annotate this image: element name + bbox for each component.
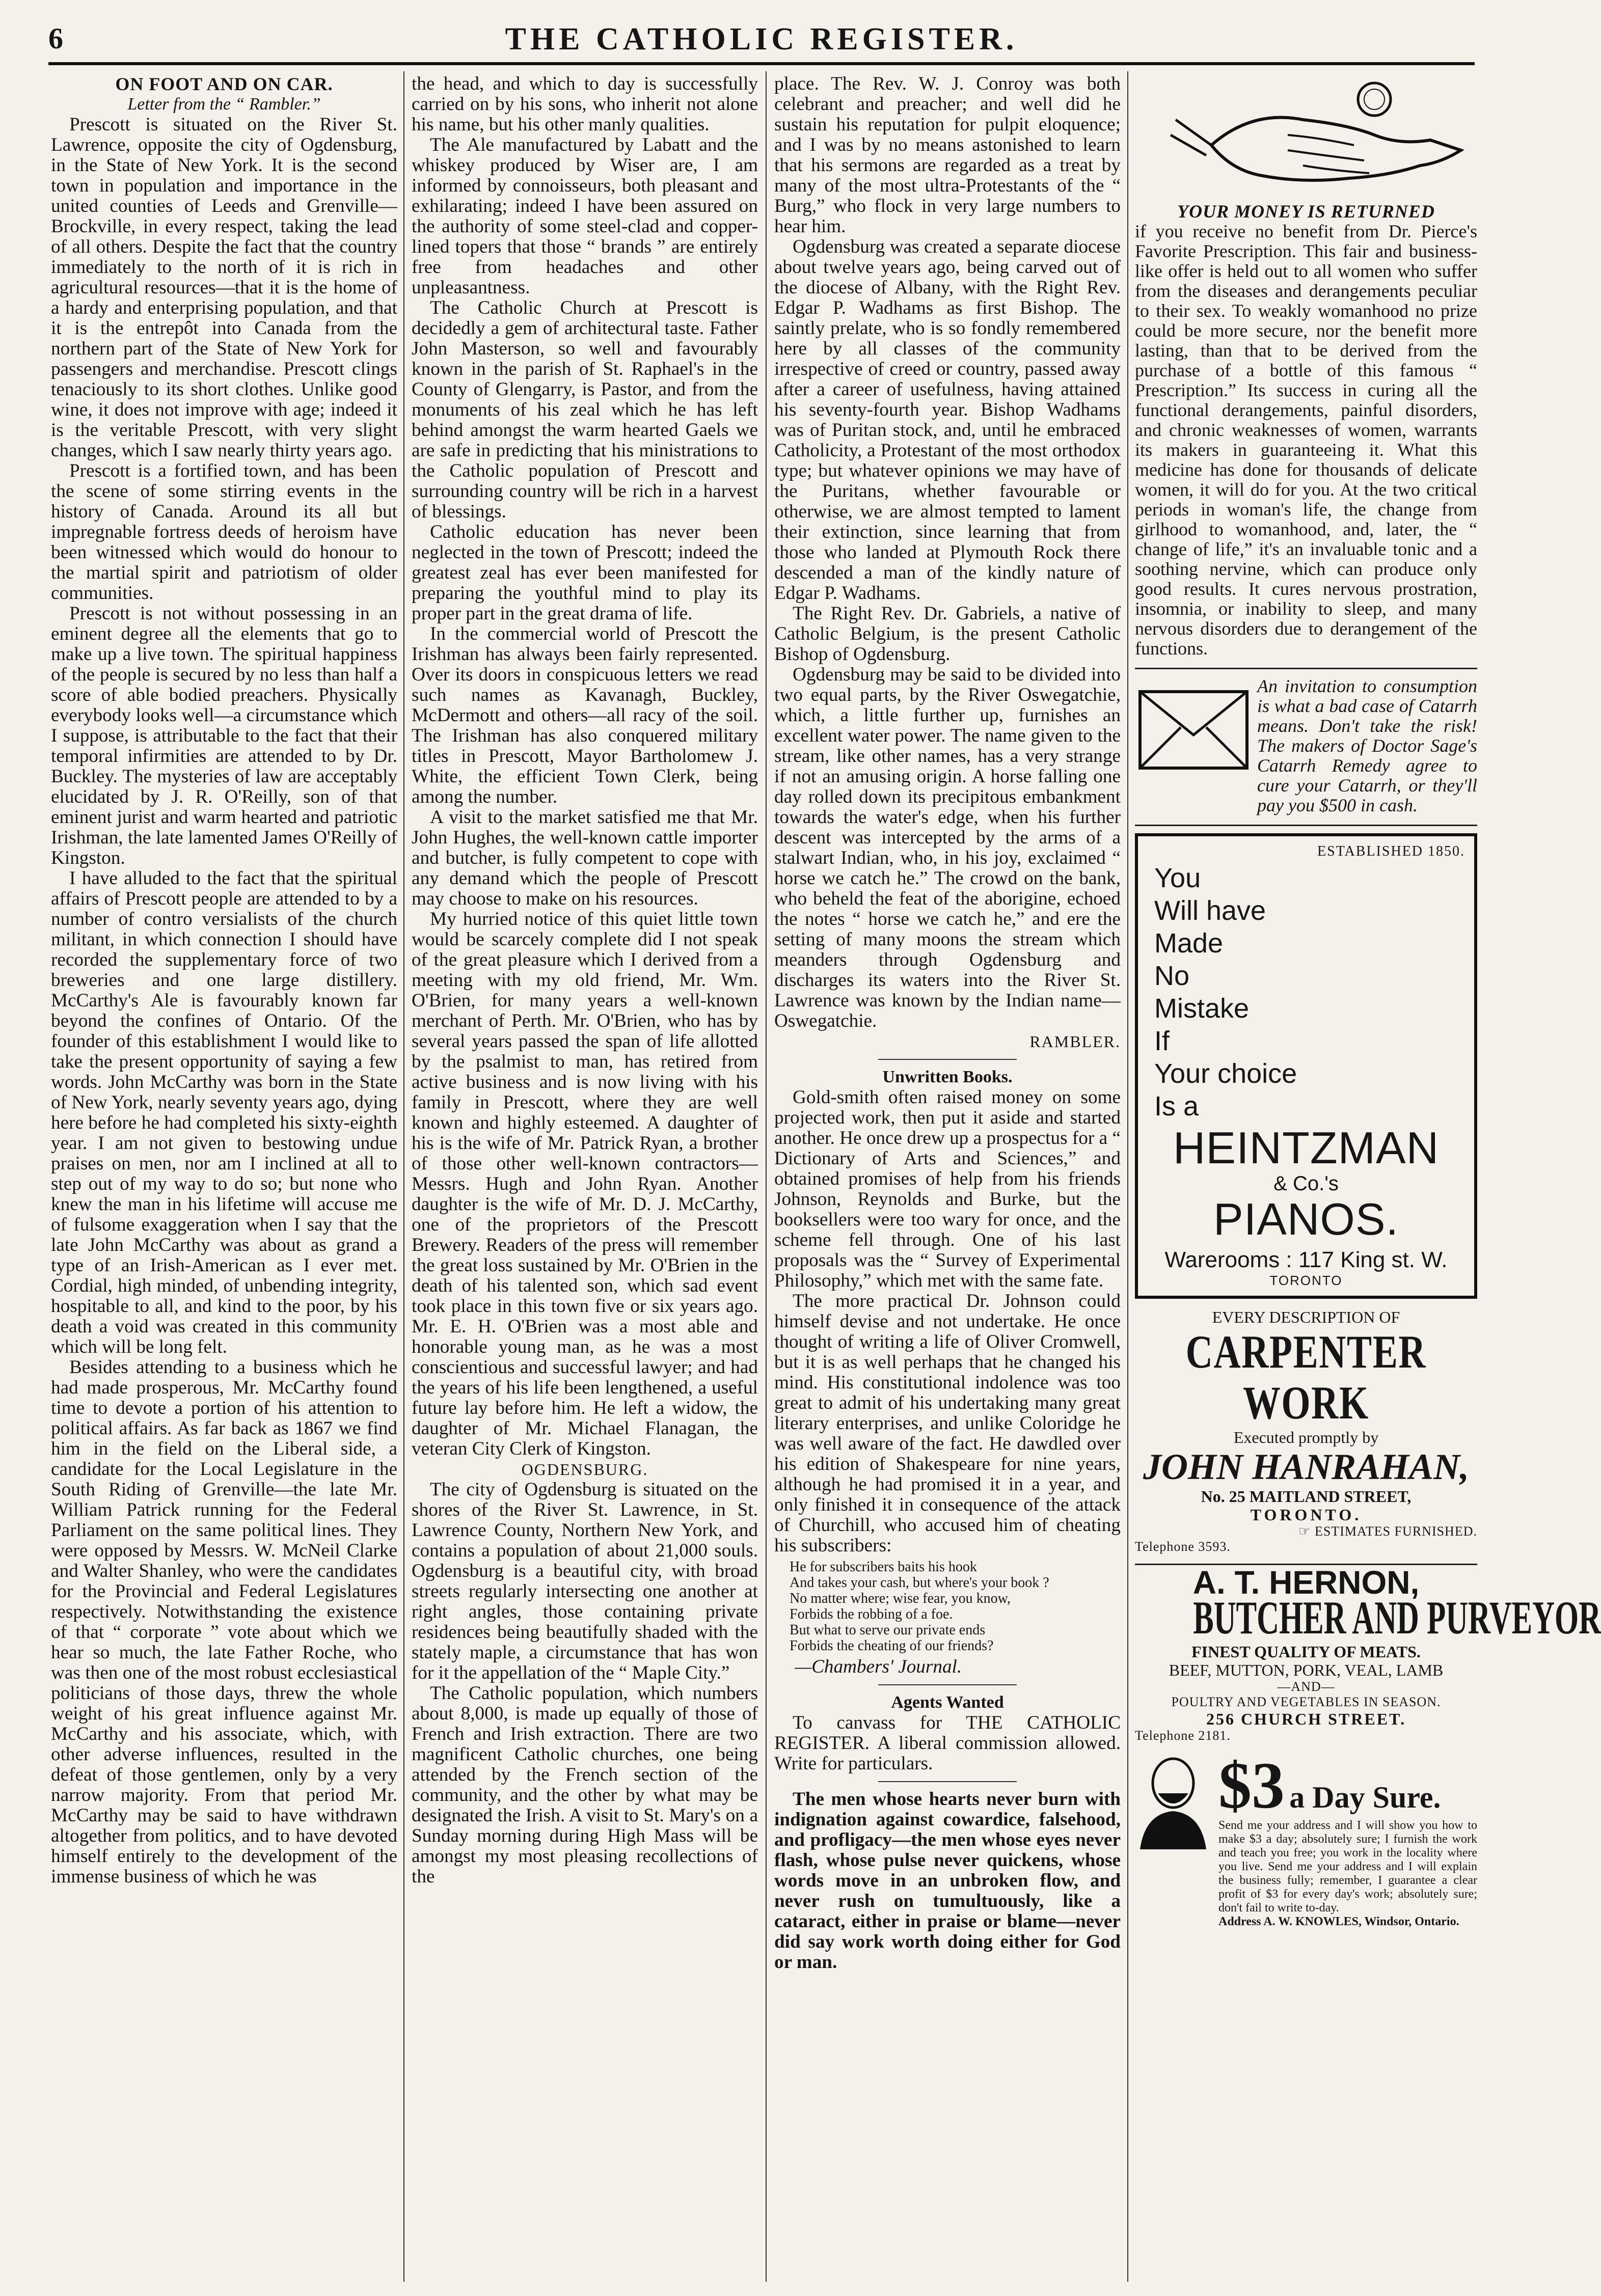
paragraph: The men whose hearts never burn with indignation against cowardice, falsehood, and profligacy—the men whose eyes never flash, whose pulse never quickens, whose words move in an unbroken flow, and never rush on tumultuously, like a cataract, either in praise or blame—never did say work worth doing either for God or man.: [774, 1789, 1121, 1973]
ad-rule: [1135, 825, 1477, 826]
heintzman-co: & Co.'s: [1273, 1172, 1339, 1195]
poem-line: But what to serve our private ends: [790, 1622, 986, 1638]
catarrh-body: An invitation to consumption is what a bad case of Catarrh means. Don't take the risk! The makers of Doctor Sage's Catarrh Remedy agree to cure your Catarrh, or they'll pay you $500 in cash.: [1257, 676, 1477, 815]
heintzman-line: Made: [1154, 928, 1224, 959]
hanrahan-line3: Executed promptly by: [1233, 1428, 1379, 1446]
catarrh-ad: [1135, 676, 1477, 815]
ad-rule: [1135, 668, 1477, 669]
column-2: [412, 74, 758, 2279]
article-subhead: Letter from the “ Rambler.”: [127, 95, 321, 114]
paragraph: I have alluded to the fact that the spiritual affairs of Prescott people are attended to by a number of contro versialists of the church militant, in which connection I should have recorded the supplementary force of two breweries and one large distillery. McCarthy's Ale is favourably known far beyond the confines of Ontario. Of the founder of this establishment I would like to take the present opportunity of saying a few words. John McCarthy was born in the State of New York, nearly seventy years ago, dying here before he had completed his sixty-eighth year. I am not given to bestowing undue praises on men, nor am I inclined at all to step out of my way to do so; but none who knew the man in his lifetime will accuse me of fulsome exaggeration when I say that the late John McCarthy was about as grand a type of an Irish-American as I ever met. Cordial, high minded, of unbending integrity, hospitable to all, and kind to the poor, by his death a void was created in this community which will be long felt.: [51, 868, 397, 1357]
paragraph: Catholic education has never been neglected in the town of Prescott; indeed the greatest zeal has ever been manifested for preparing the youthful mind to play its proper part in the great drama of life.: [412, 522, 758, 624]
heintzman-name: HEINTZMAN: [1173, 1123, 1440, 1173]
article-headline: ON FOOT AND ON CAR.: [115, 74, 333, 94]
divider: [878, 1059, 1017, 1060]
paragraph: The Right Rev. Dr. Gabriels, a native of Catholic Belgium, is the present Catholic Bishop of Ogdensburg.: [774, 603, 1121, 665]
paragraph: Prescott is situated on the River St. Lawrence, opposite the city of Ogdensburg, in the State of New York. It is the second town in population and importance in the united counties of Leeds and Grenville—Brockville, in every respect, taking the lead of all others. Despite the fact that the country immediately to the north of it is rich in agricultural resources—that it is the home of a hardy and enterprising population, and that it is the entrepôt into Canada from the northern part of the State of New York for passengers and merchandise. Prescott clings tenaciously to its short clothes. Unlike good wine, it does not improve with age; indeed it is the veritable Prescott, with very slight changes, which I saw nearly thirty years ago.: [51, 114, 397, 461]
portrait-icon: [1135, 1753, 1211, 1849]
heintzman-line: If: [1154, 1026, 1170, 1056]
paragraph: To canvass for THE CATHOLIC REGISTER. A liberal commission allowed. Write for particulars.: [774, 1712, 1121, 1774]
column-4-ads: [1135, 74, 1601, 2279]
column-rule: [766, 71, 767, 2282]
hernon-ad: [1135, 1564, 1601, 1743]
heintzman-ad: [1135, 833, 1477, 1299]
poem-source: —Chambers' Journal.: [795, 1656, 962, 1677]
paragraph: In the commercial world of Prescott the Irishman has always been fairly represented. Over its doors in conspicuous letters we read such names as Kavanagh, Buckley, McDermott and others—all racy of the soil. The Irishman has also conquered military titles in Prescott, Mayor Bartholomew J. White, the efficient Town Clerk, being among the number.: [412, 623, 758, 807]
day-sure-ad: [1135, 1749, 1477, 1929]
paragraph: The Catholic population, which numbers about 8,000, is made up equally of those of French and Irish extraction. There are two magnificent Catholic churches, one being attended by the French section of the community, and the other by what may be designated the Irish. A visit to St. Mary's on a Sunday morning during High Mass will be amongst my most pleasing recollections of the: [412, 1683, 758, 1887]
heintzman-line: You: [1154, 863, 1201, 893]
paragraph: My hurried notice of this quiet little town would be scarcely complete did I not speak of the great pleasure which I derived from a meeting with my old friend, Mr. Wm. O'Brien, for many years a well-known merchant of Perth. Mr. O'Brien, who has by several years passed the span of life allotted by the psalmist to man, has retired from active business and is now living with his family in Prescott, where they are well known and highly esteemed. A daughter of his is the wife of Mr. Patrick Ryan, a brother of those other well-known contractors—Messrs. Hugh and John Ryan. Another daughter is the wife of Mr. D. J. McCarthy, one of the proprietors of the Prescott Brewery. Readers of the press will remember the great loss sustained by Mr. O'Brien in the death of his talented son, which sad event took place in this town five or six years ago. Mr. E. H. O'Brien was a most able and honorable young man, as he was a most conscientious and successful lawyer; and had the years of his life been lengthened, a useful future lay before him. He left a widow, the daughter of Mr. Michael Flanagan, the veteran City Clerk of Kingston.: [412, 909, 758, 1459]
poem-line: He for subscribers baits his hook: [790, 1559, 977, 1575]
paragraph: the head, and which to day is successfully carried on by his sons, who inherit not alone his name, but his other manly qualities.: [412, 73, 758, 135]
paragraph: Gold-smith often raised money on some projected work, then put it aside and started another. He once drew up a prospectus for a “ Dictionary of Arts and Sciences,” and obtained promises of help from his friends Johnson, Reynolds and Burke, but the booksellers were too wary for once, and the scheme fell through. One of his last proposals was the “ Survey of Experimental Philosophy,” which met with the same fate.: [774, 1087, 1121, 1291]
poem-line: And takes your cash, but where's your book ?: [790, 1575, 1049, 1591]
hanrahan-address: No. 25 MAITLAND STREET,: [1201, 1487, 1412, 1506]
heintzman-line: Will have: [1154, 895, 1266, 926]
divider: [878, 1781, 1017, 1782]
heintzman-product: PIANOS.: [1213, 1194, 1399, 1244]
hanrahan-phone: Telephone 3593.: [1135, 1539, 1231, 1554]
hernon-trade: BUTCHER AND PURVEYOR: [1193, 1592, 1601, 1644]
paragraph: A visit to the market satisfied me that Mr. John Hughes, the well-known cattle importer and butcher, is fully competent to cope with any demand which the people of Prescott may choose to make on his resources.: [412, 807, 758, 909]
paragraph: Ogdensburg was created a separate diocese about twelve years ago, being carved out of the diocese of Albany, with the Right Rev. Edgar P. Wadhams as first Bishop. The saintly prelate, who is so fondly remembered here by all classes of the community irrespective of creed or country, passed away after a career of usefulness, having attained his seventy-fourth year. Bishop Wadhams was of Puritan stock, and, until he embraced Catholicity, a Protestant of the most orthodox type; but whatever opinions we may have of the Puritans, whether favourable or otherwise, we are almost tempted to lament their extinction, since learning that from those who landed at Plymouth Rock there descended a man of the kindly nature of Edgar P. Wadhams.: [774, 236, 1121, 604]
heintzman-warerooms: Warerooms : 117 King st. W.: [1164, 1247, 1448, 1272]
hanrahan-line1: EVERY DESCRIPTION OF: [1212, 1308, 1400, 1326]
masthead: [48, 21, 1475, 55]
hernon-quality: FINEST QUALITY OF MEATS.: [1191, 1643, 1421, 1661]
day-sure-amount: $3: [1218, 1749, 1285, 1822]
section-heading: Unwritten Books.: [882, 1068, 1013, 1086]
hernon-and: —AND—: [1277, 1679, 1335, 1694]
heintzman-established: ESTABLISHED 1850.: [1317, 843, 1465, 859]
hernon-name: A. T. HERNON,: [1192, 1564, 1420, 1601]
hernon-address: 256 CHURCH STREET.: [1206, 1710, 1406, 1728]
place-heading: OGDENSBURG.: [521, 1460, 648, 1479]
heintzman-line: Is a: [1154, 1091, 1199, 1122]
hanrahan-ad: [1135, 1308, 1477, 1554]
day-sure-headline: a Day Sure.: [1289, 1781, 1441, 1814]
pierce-title: YOUR MONEY IS RETURNED: [1177, 201, 1435, 222]
paragraph: Prescott is not without possessing in an eminent degree all the elements that go to make up a live town. The spiritual happiness of the people is secured by no less than half a score of able bodied preachers. Physically everybody looks well—a circumstance which I suppose, is attributable to the fact that their temporal infirmities are attended to by Dr. Buckley. The mysteries of law are acceptably elucidated by J. R. O'Reilly, son of that eminent jurist and warm hearted and patriotic Irishman, the late lamented James O'Reilly of Kingston.: [51, 603, 397, 868]
hanrahan-estimates: ☞ ESTIMATES FURNISHED.: [1298, 1524, 1477, 1539]
poem-line: Forbids the robbing of a foe.: [790, 1606, 953, 1622]
envelope-icon: [1135, 676, 1252, 778]
column-1: [51, 74, 397, 2279]
hanrahan-city: TORONTO.: [1250, 1506, 1362, 1524]
column-3: [774, 74, 1121, 2279]
hernon-poultry: POULTRY AND VEGETABLES IN SEASON.: [1171, 1694, 1441, 1709]
hernon-phone: Telephone 2181.: [1135, 1728, 1231, 1743]
section-heading: Agents Wanted: [891, 1693, 1004, 1712]
poem: [790, 1559, 1121, 1654]
paragraph: The Ale manufactured by Labatt and the whiskey produced by Wiser are, I am informed by connoisseurs, both pleasant and exhilarating; indeed I have been assured on the authority of some steel-clad and copper-lined topers that those “ brands ” are entirely free from headaches and other unpleasantness.: [412, 134, 758, 298]
poem-line: No matter where; wise fear, you know,: [790, 1591, 1011, 1606]
heintzman-line: Mistake: [1154, 993, 1250, 1024]
page-number: 6: [48, 22, 63, 55]
day-sure-body: Send me your address and I will show you how to make $3 a day; absolutely sure; I furnish the work and teach you free; you work in the locality where you live. Send me your address and I will explain the business fully; remember, I guarantee a clear profit of $3 for every day's work; absolutely sure; don't fail to write to-day.: [1218, 1819, 1477, 1915]
pierce-ad: [1135, 74, 1477, 659]
paragraph: Besides attending to a business which he had made prosperous, Mr. McCarthy found time to devote a portion of his attention to political affairs. As far back as 1867 we find him in the field on the Liberal side, a candidate for the Local Legislature in the South Riding of Grenville—the late Mr. William Patrick running for the Federal Parliament on the same political lines. They were opposed by Messrs. W. McNeil Clarke and Walter Shanley, who were the candidates for the Provincial and Federal Legislatures respectively. Notwithstanding the existence of that “ corporate ” vote about which we hear so much, the late Father Roche, who was then one of the most robust ecclesiastical politicians of those days, threw the whole weight of his great influence against Mr. McCarthy and his associate, which, with other adverse influences, resulted in the defeat of those gentlemen, only by a very narrow majority. From that period Mr. McCarthy may be said to have withdrawn altogether from politics, and to have devoted himself entirely to the development of the immense business of which he was: [51, 1357, 397, 1887]
signature: RAMBLER.: [1029, 1032, 1121, 1051]
poem-line: Forbids the cheating of our friends?: [790, 1638, 994, 1654]
heintzman-line: Your choice: [1154, 1058, 1297, 1089]
pierce-body: if you receive no benefit from Dr. Pierce's Favorite Prescription. This fair and business-like offer is held out to all women who suffer from the diseases and derangements peculiar to their sex. To weakly womanhood no prize could be more secure, nor the benefit more lasting, than that to be derived from the purchase of a bottle of this famous “ Prescription.” Its success in curing all the functional derangements, painful disorders, and chronic weaknesses of women, warrants its makers in guaranteeing it. What this medicine has done for thousands of delicate women, it will do for you. At the two critical periods in woman's life, the change from girlhood to womanhood, and, later, the “ change of life,” it's an invaluable tonic and a soothing nervine, which can produce only good results. It cures nervous prostration, insomnia, or inability to sleep, and many nervous disorders due to derangement of the functions.: [1135, 221, 1477, 659]
paper-title: THE CATHOLIC REGISTER.: [505, 22, 1018, 57]
hand-coin-icon: [1135, 74, 1477, 201]
paragraph: The Catholic Church at Prescott is decidedly a gem of architectural taste. Father John Masterson, so well and favourably known in the parish of St. Raphael's in the County of Glengarry, is Pastor, and from the monuments of his zeal which he has left behind amongst the warm hearted Gaels we are safe in predicting that his ministrations to the Catholic population of Prescott and surrounding country will be rich in a harvest of blessings.: [412, 297, 758, 522]
paragraph: Ogdensburg may be said to be divided into two equal parts, by the River Oswegatchie, which, a little further up, furnishes an excellent water power. The name given to the stream, like other names, has a very strange if not an amusing origin. A horse falling one day rolled down its precipitous embankment towards the water's edge, when his further descent was intercepted by the arms of a stalwart Indian, who, in his joy, exclaimed “ horse we catch he.” The crowd on the bank, who beheld the feat of the aborigine, echoed the notes “ horse we catch he,” and ere the setting of many moons the stream which meanders through Ogdensburg and discharges its waters into the River St. Lawrence was known by the Indian name—Oswegatchie.: [774, 664, 1121, 1031]
masthead-rule: [48, 62, 1475, 65]
hanrahan-line2: CARPENTER WORK: [1185, 1326, 1427, 1429]
day-sure-address: Address A. W. KNOWLES, Windsor, Ontario.: [1218, 1915, 1459, 1928]
column-rule: [403, 71, 404, 2282]
paragraph: The more practical Dr. Johnson could himself devise and not undertake. He once thought of writing a life of Oliver Cromwell, but it is as well perhaps that he changed his mind. His constitutional indolence was too great to admit of his undertaking many great literary enterprises, and unlike Coloridge he was well aware of the fact. He dawdled over his edition of Shakespeare for nine years, although he had promised it in a year, and only finished it in consequence of the attack of Churchill, who accused him of cheating his subscribers:: [774, 1291, 1121, 1556]
hernon-meats: BEEF, MUTTON, PORK, VEAL, LAMB: [1169, 1661, 1444, 1679]
column-rule: [1127, 71, 1128, 2282]
heintzman-city: TORONTO: [1269, 1273, 1343, 1288]
divider: [878, 1684, 1017, 1685]
paragraph: Prescott is a fortified town, and has been the scene of some stirring events in the history of Canada. Around its all but impregnable fortress deeds of heroism have been witnessed which would do honour to the martial spirit and patriotism of older communities.: [51, 460, 397, 604]
paragraph: place. The Rev. W. J. Conroy was both celebrant and preacher; and well did he sustain his reputation for pulpit eloquence; and I was by no means astonished to learn that his sermons are regarded as a treat by many of the most ultra-Protestants of the “ Burg,” who flock in very large numbers to hear him.: [774, 73, 1121, 237]
hanrahan-name: JOHN HANRAHAN,: [1143, 1446, 1470, 1487]
paragraph: The city of Ogdensburg is situated on the shores of the River St. Lawrence, in St. Lawrence County, Northern New York, and contains a population of about 21,000 souls. Ogdensburg is a beautiful city, with broad streets regularly intersecting one another at right angles, those containing private residences being beautifully shaded with the stately maple, a circumstance that has won for it the appellation of the “ Maple City.”: [412, 1479, 758, 1683]
heintzman-line: No: [1154, 961, 1190, 991]
